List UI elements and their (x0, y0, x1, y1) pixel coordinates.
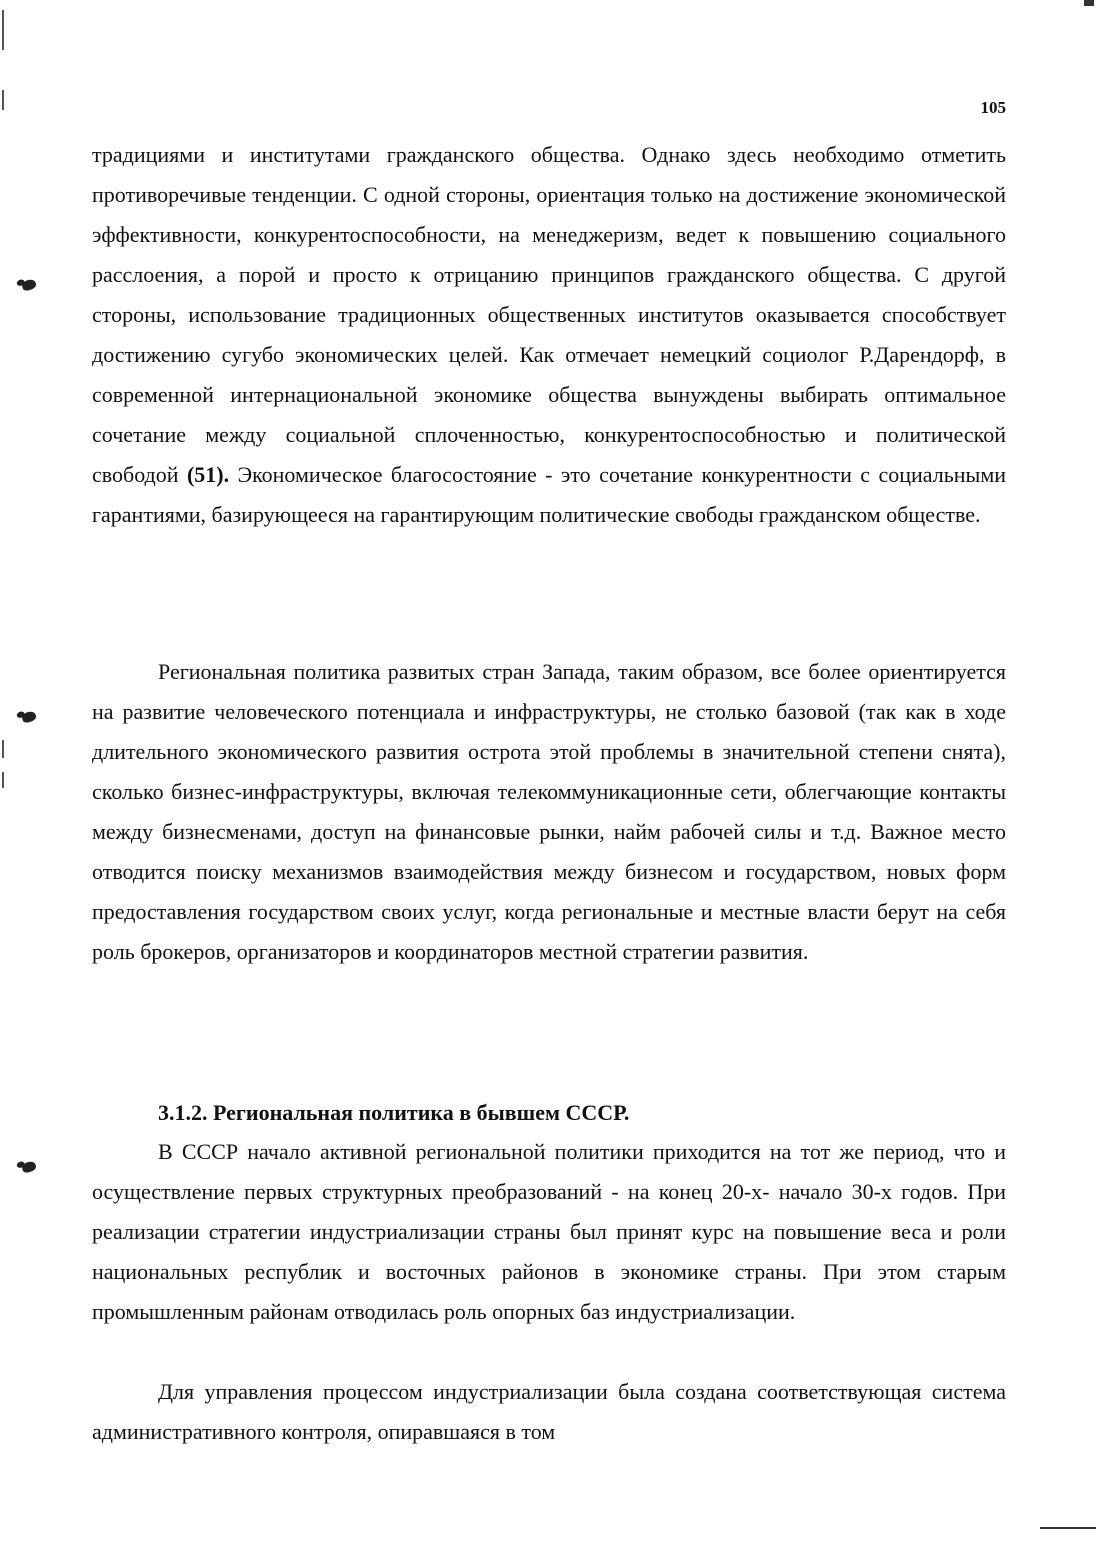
footer-rule (1040, 1527, 1096, 1529)
margin-arrow-mark (21, 710, 38, 724)
section-heading: 3.1.2. Региональная политика в бывшем СССР. (158, 1100, 630, 1125)
page-number: 105 (980, 98, 1006, 117)
paragraph-ussr-policy: В СССР начало активной региональной политики приходится на тот же период, что и осуществление первых структурных преобразований - на конец 20-х- начало 30-х годов. При реализации стратегии индустриализации страны был принят курс на повышение веса и роли национальных республик и восточных районов в экономике страны. При этом старым промышленным районам отводилась роль опорных баз индустриализации. (92, 1139, 1006, 1324)
paragraph-civil-society (92, 135, 1006, 535)
paragraph-civil-society-tail: Экономическое благосостояние - это сочетание конкурентности с социальными гарантиями, базирующееся на гарантирующим политические свободы гражданском обществе. (92, 462, 1007, 527)
paragraph-civil-society-text: традициями и институтами гражданского общества. Однако здесь необходимо отметить противоречивые тенденции. С одной стороны, ориентация только на достижение экономической эффективности, конкурентоспособности, на менеджеризм, ведет к повышению социального расслоения, а порой и просто к отрицанию принципов гражданского общества. С другой стороны, использование традиционных общественных институтов оказывается способствует достижению сугубо экономических целей. Как отмечает немецкий социолог Р.Дарендорф, в современной интернациональной экономике общества вынуждены выбирать оптимальное сочетание между социальной сплоченностью, конкурентоспособностью и политической свободой (92, 142, 1006, 487)
paragraph-administrative-control: Для управления процессом индустриализации была создана соответствующая система административного контроля, опиравшаяся в том (92, 1379, 1006, 1444)
paragraph-regional-policy-west: Региональная политика развитых стран Запада, таким образом, все более ориентируется на развитие человеческого потенциала и инфраструктуры, не столько базовой (так как в ходе длительного экономического развития острота этой проблемы в значительной степени снята), сколько бизнес-инфраструктуры, включая телекоммуникационные сети, облегчающие контакты между бизнесменами, доступ на финансовые рынки, найм рабочей силы и т.д. Важное место отводится поиску механизмов взаимодействия между бизнесом и государством, новых форм предоставления государством своих услуг, когда региональные и местные власти берут на себя роль брокеров, организаторов и координаторов местной стратегии развития. (92, 659, 1006, 964)
margin-arrow-mark (21, 278, 38, 292)
scan-edge-line (2, 90, 4, 110)
scan-edge-line (2, 740, 4, 758)
scan-edge-line (2, 772, 4, 788)
citation-reference: (51). (186, 462, 230, 487)
scan-edge-line (2, 10, 4, 50)
margin-arrow-mark (21, 1160, 38, 1174)
scan-corner-mark (1084, 0, 1094, 6)
